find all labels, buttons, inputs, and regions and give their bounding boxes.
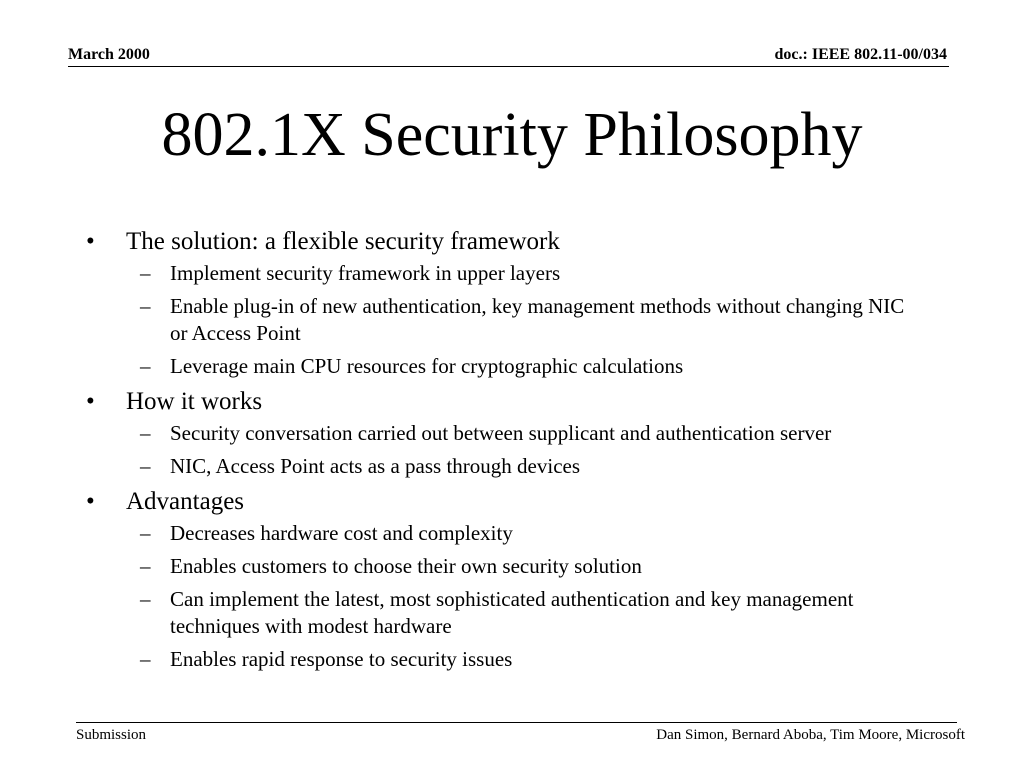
sub-bullet-text: Can implement the latest, most sophisticated authentication and key management techniques with modest hardware xyxy=(170,587,854,638)
sub-bullet-marker: – xyxy=(140,521,151,545)
bullet-marker: • xyxy=(86,228,95,255)
sub-list-container xyxy=(86,420,946,480)
header-date: March 2000 xyxy=(68,46,150,63)
sub-bullet-text: Enables customers to choose their own security solution xyxy=(170,554,642,578)
sub-bullet-text: Implement security framework in upper layers xyxy=(170,261,561,285)
footer-authors: Dan Simon, Bernard Aboba, Tim Moore, Microsoft xyxy=(656,727,965,743)
sub-bullet-item xyxy=(132,420,920,447)
sub-bullet-item xyxy=(132,260,920,287)
bullet-text: How it works xyxy=(126,388,263,415)
sub-bullet-item xyxy=(132,353,920,380)
bullet-text: Advantages xyxy=(126,488,245,515)
sub-bullet-item xyxy=(132,586,920,640)
bullet-marker: • xyxy=(86,388,95,415)
bullet-list xyxy=(86,226,946,673)
sub-bullet-list xyxy=(86,420,946,480)
sub-bullet-text: Decreases hardware cost and complexity xyxy=(170,521,513,545)
sub-bullet-marker: – xyxy=(140,354,151,378)
sub-bullet-list xyxy=(86,260,946,380)
sub-bullet-marker: – xyxy=(140,261,151,285)
bullet-text: The solution: a flexible security framework xyxy=(126,228,560,255)
sub-bullet-marker: – xyxy=(140,294,151,318)
header-doc-id: doc.: IEEE 802.11-00/034 xyxy=(774,46,947,63)
sub-list-container xyxy=(86,260,946,380)
sub-bullet-item xyxy=(132,293,920,347)
bullet-item xyxy=(86,486,946,518)
bullet-item xyxy=(86,226,946,258)
sub-list-container xyxy=(86,520,946,673)
sub-bullet-text: Enables rapid response to security issues xyxy=(170,647,513,671)
sub-bullet-marker: – xyxy=(140,647,151,671)
slide-title: 802.1X Security Philosophy xyxy=(161,101,863,169)
sub-bullet-item xyxy=(132,553,920,580)
sub-bullet-item xyxy=(132,453,920,480)
sub-bullet-marker: – xyxy=(140,554,151,578)
bullet-marker: • xyxy=(86,488,95,515)
bullet-item xyxy=(86,386,946,418)
sub-bullet-marker: – xyxy=(140,587,151,611)
sub-bullet-text: NIC, Access Point acts as a pass through devices xyxy=(170,454,581,478)
slide-header xyxy=(68,46,949,67)
sub-bullet-list xyxy=(86,520,946,673)
slide-body xyxy=(86,226,946,679)
sub-bullet-marker: – xyxy=(140,421,151,445)
sub-bullet-item xyxy=(132,646,920,673)
slide-footer xyxy=(76,722,965,745)
sub-bullet-item xyxy=(132,520,920,547)
sub-bullet-marker: – xyxy=(140,454,151,478)
sub-bullet-text: Security conversation carried out between supplicant and authentication server xyxy=(170,421,832,445)
sub-bullet-text: Leverage main CPU resources for cryptographic calculations xyxy=(170,354,684,378)
footer-submission: Submission xyxy=(76,727,147,743)
sub-bullet-text: Enable plug-in of new authentication, key management methods without changing NIC or Access Point xyxy=(170,294,905,345)
